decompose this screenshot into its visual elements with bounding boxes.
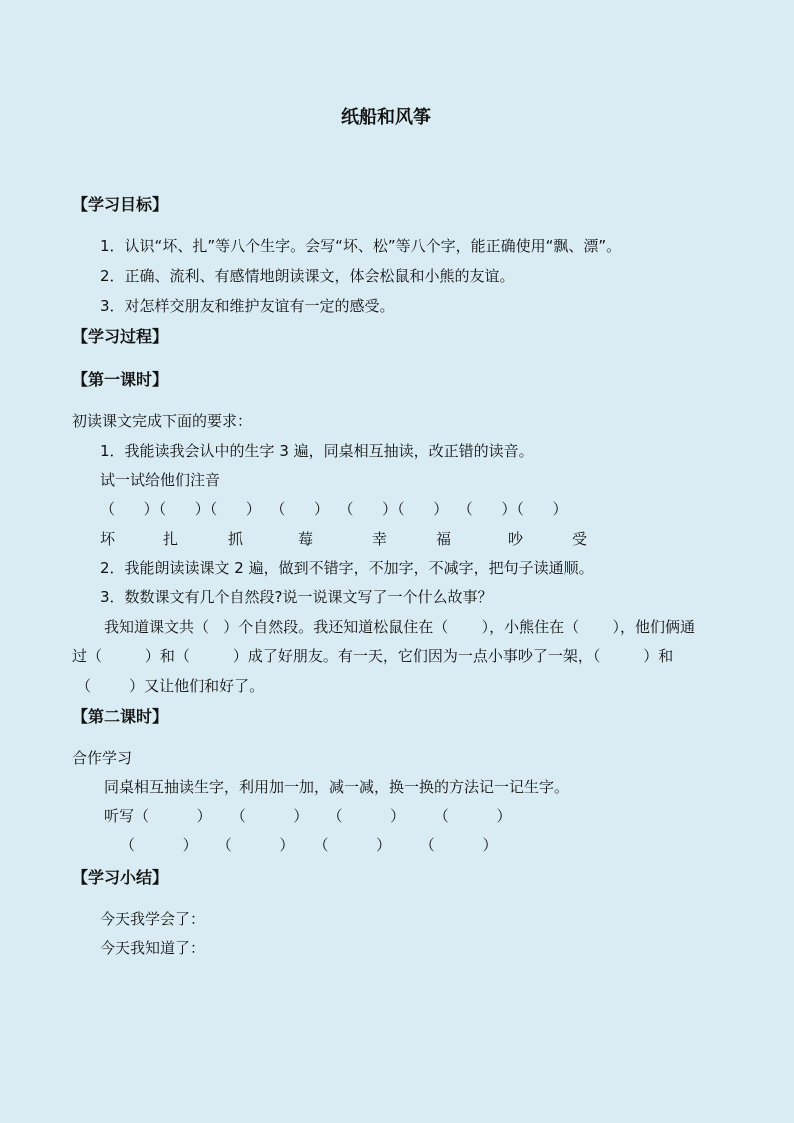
character-1: 坏: [100, 530, 116, 548]
character-5: 幸: [372, 530, 388, 548]
character-4: 莓: [298, 530, 314, 548]
character-7: 吵: [508, 530, 524, 548]
lesson2-heading: 【第二课时】: [72, 707, 169, 726]
lesson1-task1: 1．我能读我会认中的生字 3 遍，同桌相互抽读，改正错的读音。: [100, 442, 534, 460]
dictation-row-2: （ ） （ ） （ ） （ ）: [120, 836, 498, 854]
character-2: 扎: [163, 530, 179, 548]
goals-heading: 【学习目标】: [72, 195, 169, 214]
summary-knew: 今天我知道了：: [100, 939, 206, 957]
goal-item-1: 1．认识“坏、扎”等八个生字。会写“坏、松”等八个字，能正确使用“飘、漂”。: [100, 237, 622, 255]
pinyin-prompt: 试一试给他们注音: [100, 471, 221, 489]
summary-learned: 今天我学会了：: [100, 910, 206, 928]
story-line-3: （ ）又让他们和好了。: [76, 677, 265, 695]
lesson1-task2: 2．我能朗读读课文 2 遍，做到不错字，不加字，不减字，把句子读通顺。: [100, 559, 594, 577]
pinyin-blanks-row: （ ）（ ）（ ） （ ） （ ）（ ） （ ）（ ）: [100, 500, 568, 518]
goal-item-2: 2．正确、流利、有感情地朗读课文，体会松鼠和小熊的友谊。: [100, 267, 515, 285]
goal-item-3: 3．对怎样交朋友和维护友谊有一定的感受。: [100, 297, 395, 315]
process-heading: 【学习过程】: [72, 327, 169, 346]
lesson1-heading: 【第一课时】: [72, 370, 169, 389]
lesson2-method: 同桌相互抽读生字，利用加一加，减一减，换一换的方法记一记生字。: [104, 778, 570, 796]
story-line-2: 过（ ）和（ ）成了好朋友。有一天，它们因为一点小事吵了一架，（ ）和: [72, 647, 674, 665]
story-line-1: 我知道课文共（ ）个自然段。我还知道松鼠住在（ ），小熊住在（ ），他们俩通: [104, 618, 696, 636]
lesson1-intro: 初读课文完成下面的要求：: [72, 412, 253, 430]
character-row: [0, 529, 794, 549]
dictation-row-1: 听写（ ） （ ） （ ） （ ）: [104, 807, 512, 825]
summary-heading: 【学习小结】: [72, 868, 169, 887]
character-6: 福: [436, 530, 452, 548]
lesson2-intro: 合作学习: [72, 749, 133, 767]
character-3: 抓: [228, 530, 244, 548]
character-8: 受: [572, 530, 588, 548]
page-title: 纸船和风筝: [341, 107, 431, 128]
lesson1-task3: 3．数数课文有几个自然段?说一说课文写了一个什么故事？: [100, 588, 493, 606]
